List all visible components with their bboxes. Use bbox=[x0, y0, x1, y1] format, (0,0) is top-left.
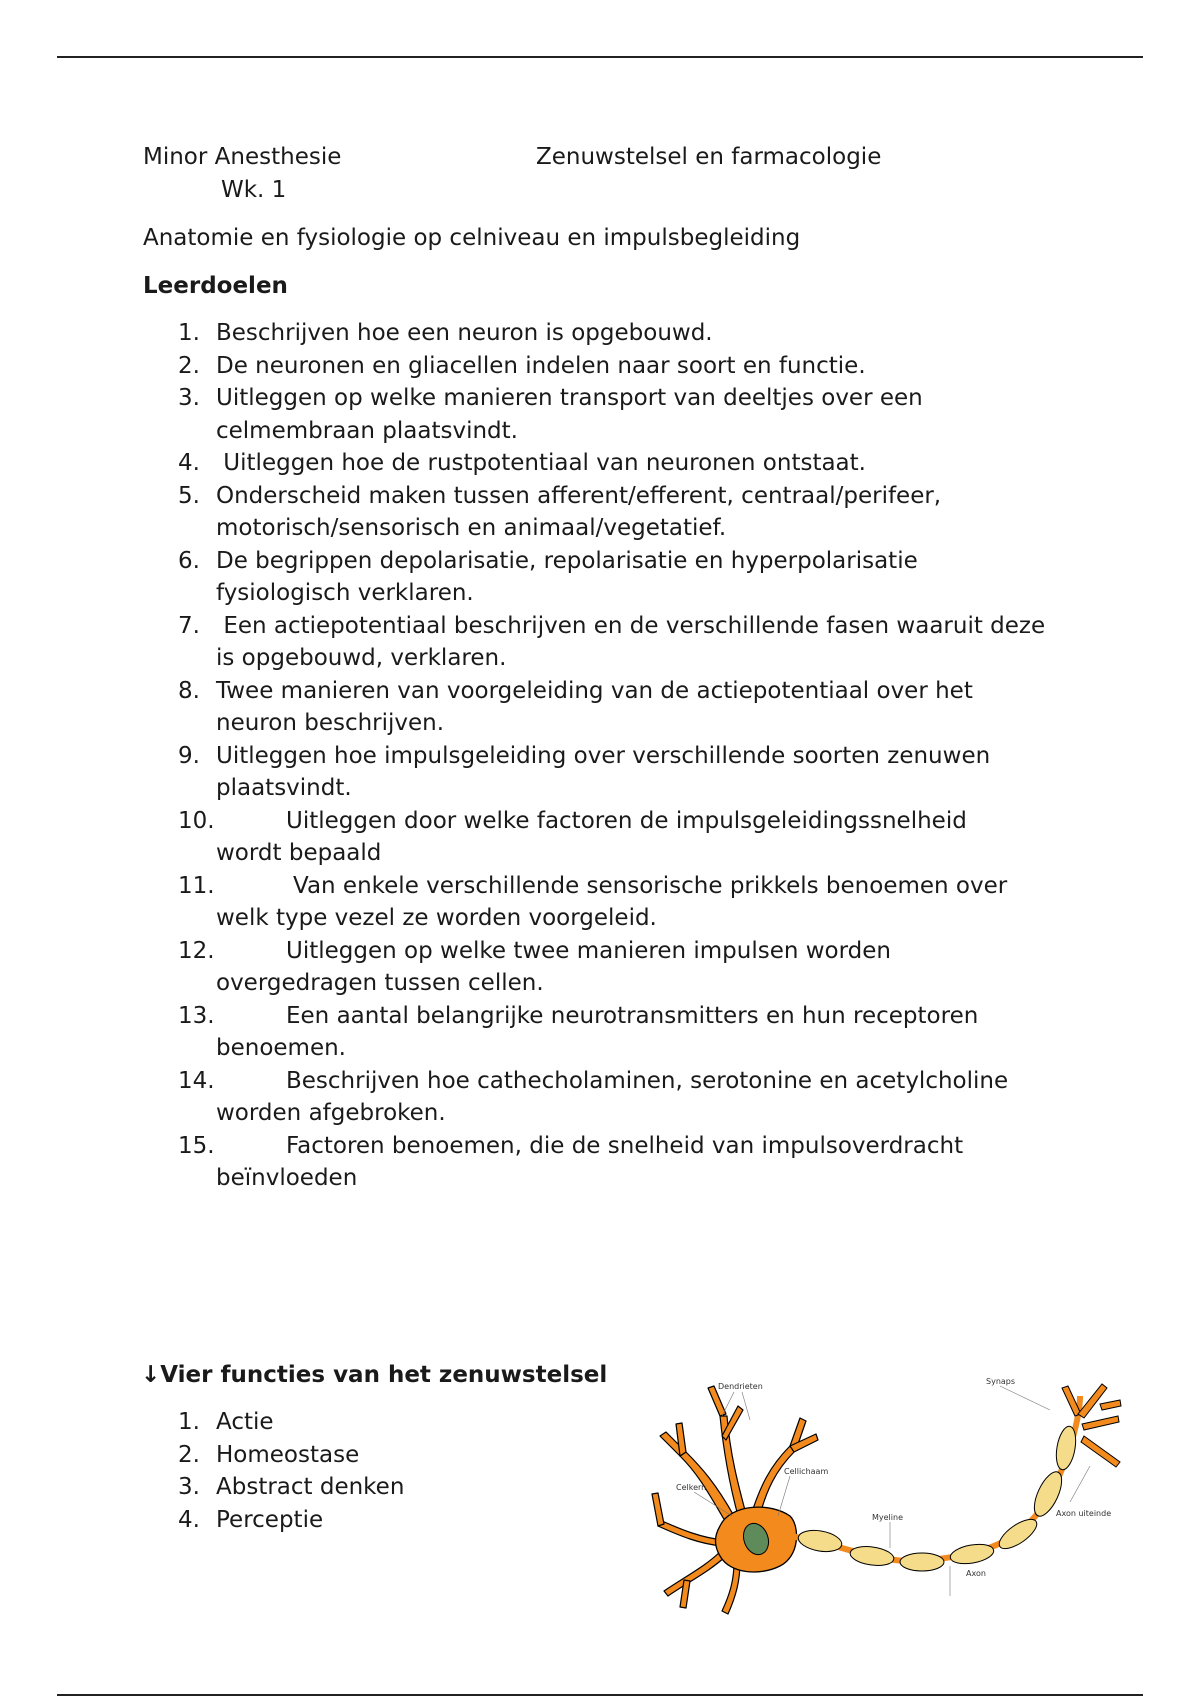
dendrite bbox=[658, 1520, 724, 1546]
course-title: Minor Anesthesie bbox=[143, 144, 342, 170]
goals-heading: Leerdoelen bbox=[143, 273, 288, 299]
dendrite bbox=[652, 1493, 664, 1526]
functions-heading: ↓Vier functies van het zenuwstelsel bbox=[141, 1362, 608, 1388]
bottom-rule bbox=[57, 1694, 1143, 1696]
list-item: 7. Een actiepotentiaal beschrijven en de verschillende fasen waaruit deze is opgebouwd, verklaren. bbox=[178, 612, 1053, 671]
list-item: 15. Factoren benoemen, die de snelheid van impulsoverdracht beïnvloeden bbox=[178, 1132, 964, 1191]
label-myeline: Myeline bbox=[872, 1513, 903, 1522]
list-item: 3. Uitleggen op welke manieren transport van deeltjes over een celmembraan plaatsvindt. bbox=[178, 385, 923, 444]
goals-list bbox=[178, 317, 1058, 1195]
page-subtitle: Anatomie en fysiologie op celniveau en impulsbegleiding bbox=[143, 225, 801, 251]
myelin-segment bbox=[900, 1553, 944, 1571]
list-item: 9. Uitleggen hoe impulsgeleiding over verschillende soorten zenuwen plaatsvindt. bbox=[178, 742, 991, 801]
list-item: 2. Homeostase bbox=[178, 1441, 360, 1468]
week-label: Wk. 1 bbox=[221, 177, 287, 203]
label-synaps: Synaps bbox=[986, 1377, 1016, 1386]
neuron-diagram bbox=[650, 1376, 1130, 1616]
axon-terminal bbox=[1081, 1436, 1120, 1467]
myelin-segment bbox=[949, 1541, 995, 1566]
myelin-segment bbox=[995, 1514, 1041, 1554]
list-item: 4. Perceptie bbox=[178, 1506, 324, 1533]
myelin-segment bbox=[797, 1527, 844, 1554]
list-item: 3. Abstract denken bbox=[178, 1474, 405, 1500]
label-axon: Axon bbox=[966, 1569, 986, 1578]
label-cellichaam: Cellichaam bbox=[784, 1467, 829, 1476]
neuron-illustration bbox=[650, 1376, 1130, 1616]
list-item: 8. Twee manieren van voorgeleiding van de actiepotentiaal over het neuron beschrijven. bbox=[178, 677, 973, 736]
label-axon-uiteinde: Axon uiteinde bbox=[1056, 1509, 1112, 1518]
axon-terminal bbox=[1100, 1400, 1121, 1410]
list-item: 12. Uitleggen op welke twee manieren impulsen worden overgedragen tussen cellen. bbox=[178, 937, 892, 996]
label-celkern: Celkern bbox=[676, 1483, 707, 1492]
list-item: 14. Beschrijven hoe cathecholaminen, serotonine en acetylcholine worden afgebroken. bbox=[178, 1067, 1009, 1126]
list-item: 13. Een aantal belangrijke neurotransmitters en hun receptoren benoemen. bbox=[178, 1002, 979, 1061]
top-rule bbox=[57, 56, 1143, 58]
list-item: 10. Uitleggen door welke factoren de impulsgeleidingssnelheid wordt bepaald bbox=[178, 807, 967, 866]
dendrite bbox=[664, 1550, 726, 1596]
myelin-segment bbox=[1053, 1425, 1078, 1471]
list-item: 11. Van enkele verschillende sensorische prikkels benoemen over welk type vezel ze worden voorgeleid. bbox=[178, 872, 1008, 931]
list-item: 5. Onderscheid maken tussen afferent/efferent, centraal/perifeer, motorisch/sensorisch en animaal/vegetatief. bbox=[178, 482, 942, 541]
list-item: 6. De begrippen depolarisatie, repolarisatie en hyperpolarisatie fysiologisch verklaren. bbox=[178, 547, 918, 606]
axon-terminal bbox=[1082, 1416, 1119, 1430]
subject-title: Zenuwstelsel en farmacologie bbox=[536, 144, 882, 170]
list-item: 1. Actie bbox=[178, 1409, 274, 1435]
list-item: 4. Uitleggen hoe de rustpotentiaal van neuronen ontstaat. bbox=[178, 450, 866, 476]
list-item: 2. De neuronen en gliacellen indelen naar soort en functie. bbox=[178, 352, 866, 379]
label-dendrieten: Dendrieten bbox=[718, 1382, 763, 1391]
list-item: 1. Beschrijven hoe een neuron is opgebouwd. bbox=[178, 320, 713, 346]
myelin-segment bbox=[849, 1544, 895, 1568]
functions-list bbox=[178, 1406, 404, 1536]
